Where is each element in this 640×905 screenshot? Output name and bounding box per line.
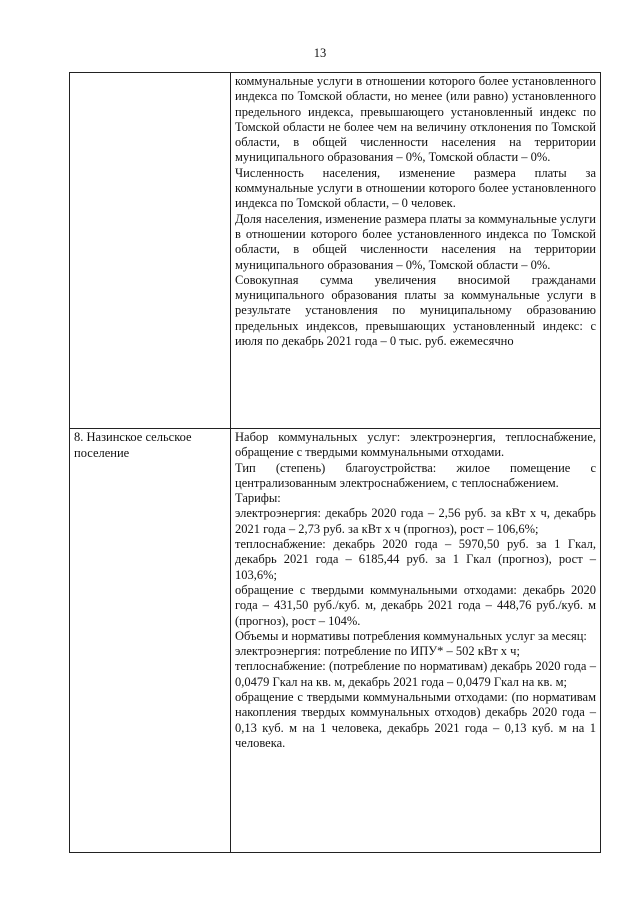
paragraph: Доля населения, изменение размера платы за коммунальные услуги в отношении которого более установленного индекса по Томской области, в общей численности населения на территории муниципального образования – 0%, Томской области – 0%. [235, 211, 596, 272]
paragraph: Совокупная сумма увеличения вносимой гражданами муниципального образования платы за коммунальные услуги в результате установления по муниципальному образованию предельных индексов, превышающих установленный индекс: с июля по декабрь 2021 года – 0 тыс. руб. ежемесячно [235, 272, 596, 349]
paragraph: обращение с твердыми коммунальными отходами: декабрь 2020 года – 431,50 руб./куб. м, декабрь 2021 года – 448,76 руб./куб. м (прогноз), рост – 104%. [235, 582, 596, 628]
paragraph: коммунальные услуги в отношении которого более установленного индекса по Томской области, но менее (или равно) установленного предельного индекса, превышающего установленный индекс по Томской области не более чем на величину отклонения по Томской области, в общей численности населения на территории муниципального образования – 0%, Томской области – 0%. [235, 74, 596, 165]
paragraph: теплоснабжение: декабрь 2020 года – 5970,50 руб. за 1 Гкал, декабрь 2021 года – 6185,44 руб. за 1 Гкал (прогноз), рост – 103,6%; [235, 537, 596, 582]
paragraph: Численность населения, изменение размера платы за коммунальные услуги в отношении которого более установленного индекса по Томской области, – 0 человек. [235, 165, 596, 211]
paragraph: Тарифы: [235, 491, 281, 506]
paragraph: электроэнергия: декабрь 2020 года – 2,56 руб. за кВт х ч, декабрь 2021 года – 2,73 руб. за кВт х ч (прогноз), рост – 106,6%; [235, 506, 596, 536]
page-number: 13 [313, 46, 327, 60]
table-row [70, 429, 601, 853]
description-cell [231, 73, 601, 429]
paragraph: Тип (степень) благоустройства: жилое помещение с централизованным электроснабжением, с теплоснабжением. [235, 460, 596, 490]
document-table [69, 72, 601, 853]
paragraph: Набор коммунальных услуг: электроэнергия, теплоснабжение, обращение с твердыми коммунальными отходами. [235, 430, 596, 460]
paragraph: теплоснабжение: (потребление по нормативам) декабрь 2020 года – 0,0479 Гкал на кв. м, декабрь 2021 года – 0,0479 Гкал на кв. м; [235, 659, 596, 689]
paragraph: обращение с твердыми коммунальными отходами: (по нормативам накопления твердых коммунальных отходов) декабрь 2020 года – 0,13 куб. м на 1 человека, декабрь 2021 года – 0,13 куб. м на 1 человека. [235, 690, 596, 750]
municipality-cell: 8. Назинское сельское поселение [70, 429, 231, 853]
paragraph: Объемы и нормативы потребления коммунальных услуг за месяц: [235, 628, 587, 643]
description-cell [231, 429, 601, 853]
municipality-cell [70, 73, 231, 429]
paragraph: электроэнергия: потребление по ИПУ* – 502 кВт х ч; [235, 644, 520, 659]
table-row [70, 73, 601, 429]
